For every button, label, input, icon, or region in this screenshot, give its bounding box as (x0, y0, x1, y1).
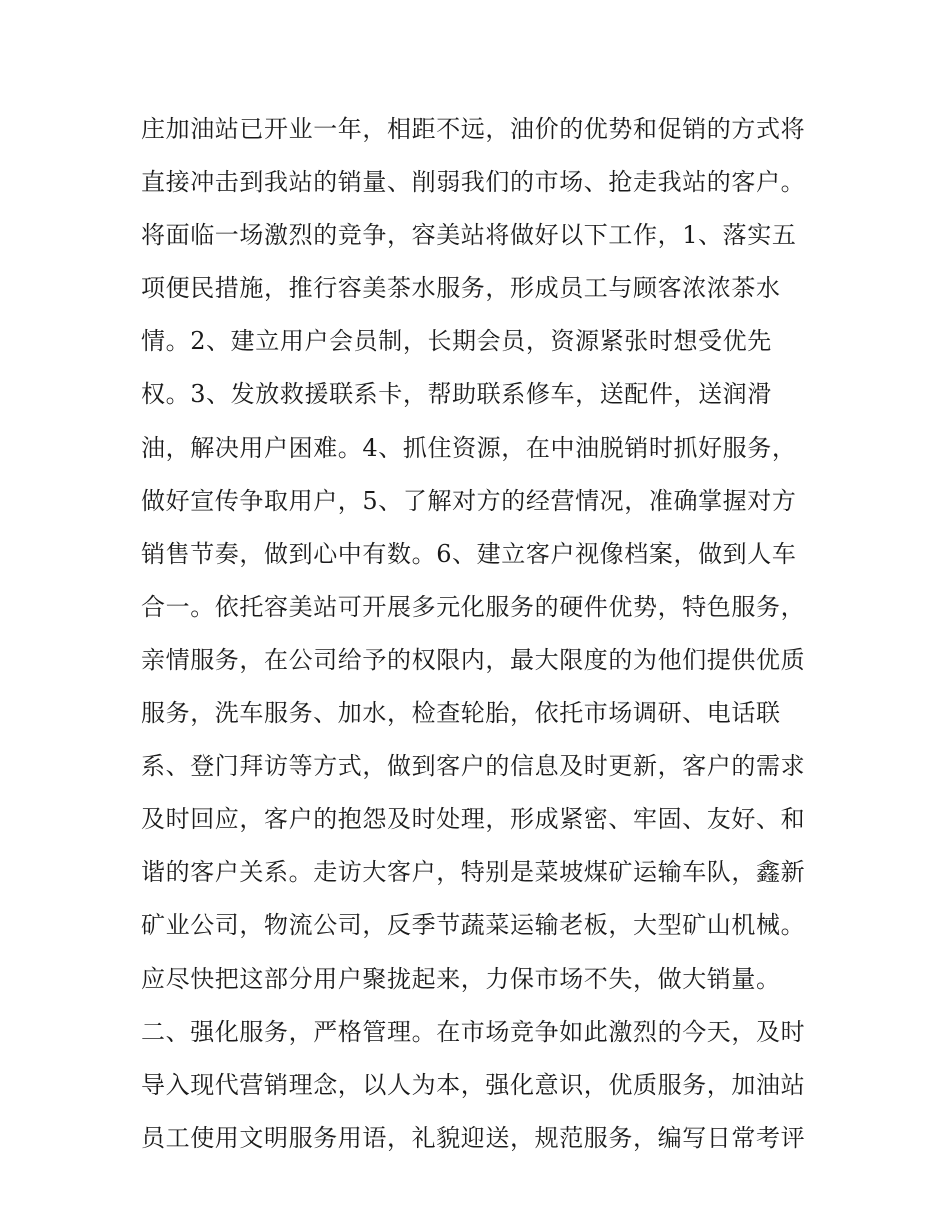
body-text (141, 103, 831, 1165)
text-line: 销售节奏，做到心中有数。6、建立客户视像档案，做到人车 (141, 539, 797, 568)
text-line: 庄加油站已开业一年，相距不远，油价的优势和促销的方式将 (141, 115, 806, 143)
text-line: 及时回应，客户的抱怨及时处理，形成紧密、牢固、友好、和 (141, 805, 806, 834)
text-line: 服务，洗车服务、加水，检查轮胎，依托市场调研、电话联 (141, 699, 781, 728)
text-line: 直接冲击到我站的销量、削弱我们的市场、抢走我站的客户。 (141, 168, 806, 197)
text-line: 亲情服务，在公司给予的权限内，最大限度的为他们提供优质 (141, 645, 806, 674)
text-line: 合一。依托容美站可开展多元化服务的硬件优势，特色服务， (141, 592, 806, 621)
text-line: 谐的客户关系。走访大客户，特别是菜坡煤矿运输车队，鑫新 (141, 858, 806, 887)
text-line: 做好宣传争取用户，5、了解对方的经营情况，准确掌握对方 (141, 486, 797, 515)
text-line: 权。3、发放救援联系卡，帮助联系修车，送配件，送润滑 (141, 380, 772, 409)
text-line: 项便民措施，推行容美茶水服务，形成员工与顾客浓浓茶水 (141, 274, 781, 303)
text-line: 油，解决用户困难。4、抓住资源，在中油脱销时抓好服务， (141, 433, 797, 462)
text-line: 将面临一场激烈的竞争，容美站将做好以下工作，1、落实五 (141, 221, 797, 250)
text-line: 系、登门拜访等方式，做到客户的信息及时更新，客户的需求 (141, 752, 806, 781)
text-line: 二、强化服务，严格管理。在市场竞争如此激烈的今天，及时 (141, 1017, 806, 1046)
text-line: 应尽快把这部分用户聚拢起来，力保市场不失，做大销量。 (141, 964, 781, 993)
text-line: 矿业公司，物流公司，反季节蔬菜运输老板，大型矿山机械。 (141, 911, 806, 940)
text-line: 员工使用文明服务用语，礼貌迎送，规范服务，编写日常考评 (141, 1123, 806, 1152)
text-line: 情。2、建立用户会员制，长期会员，资源紧张时想受优先 (141, 327, 772, 356)
text-line: 导入现代营销理念，以人为本，强化意识，优质服务，加油站 (141, 1070, 806, 1099)
